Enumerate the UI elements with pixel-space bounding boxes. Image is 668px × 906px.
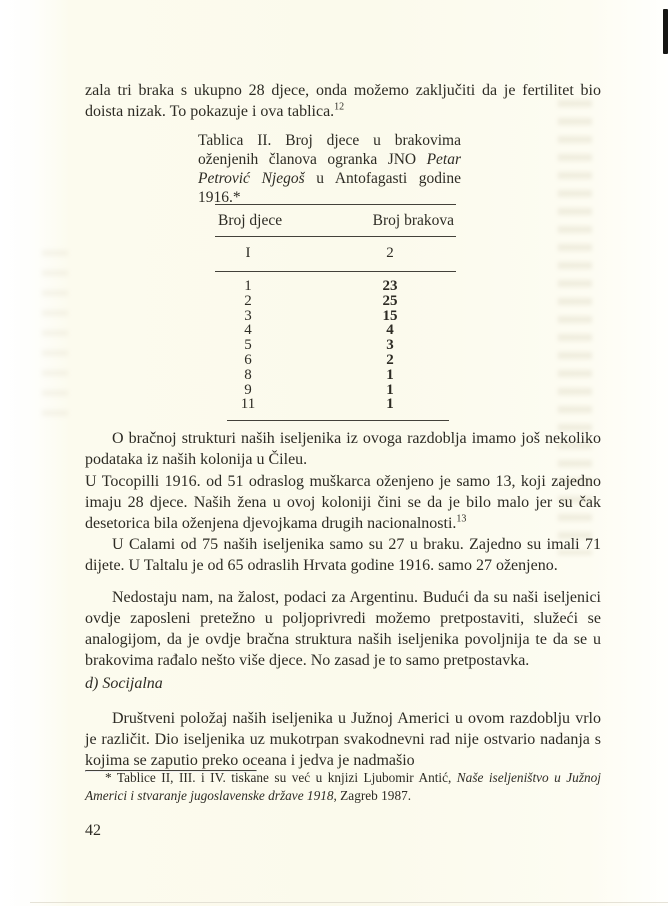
paragraph-bracna-struktura [85, 428, 601, 470]
table-body [215, 272, 456, 420]
heading-text: d) Socijalna [85, 675, 163, 692]
paragraph-tocopilli [85, 471, 601, 534]
cell: 1 [386, 381, 394, 398]
cell: 2 [386, 351, 394, 368]
table-row [215, 397, 456, 412]
cell: 9 [244, 381, 252, 398]
table-broj-djece [215, 204, 456, 421]
body-text [85, 471, 601, 534]
table-row [215, 237, 456, 271]
cell: 8 [244, 366, 252, 383]
table-row [215, 309, 456, 324]
cell: 23 [382, 278, 398, 294]
body-text: U Calami od 75 naših iseljenika samo su 27 u braku. Zajedno su imali 71 dijete. U Taltalu je od 65 odraslih Hrvata godine 1916. samo 27 oženjeno. [85, 536, 601, 574]
cell: 4 [386, 322, 394, 339]
intro-text: zala tri braka s ukupno 28 djece, onda možemo zaključiti da je fertilitet bio doista nizak. To pokazuje i ova tablica. [85, 82, 601, 120]
cell: 3 [386, 337, 394, 354]
paragraph-calama [85, 534, 601, 576]
cell: 5 [244, 337, 252, 354]
section-heading-socijalna [85, 673, 601, 694]
cell: 1 [244, 278, 252, 294]
footnote-block [85, 769, 601, 804]
footnote-text-end: , Zagreb 1987. [333, 787, 412, 803]
body-text: Nedostaju nam, na žalost, podaci za Argentinu. Budući da su naši iseljenici ovdje zaposleni pretežno u poljoprivredi možemo pretpostaviti, služeći se analogijom, da je ovdje bračna struktura naših iseljenika povoljnija te da se u brakovima rađalo nešto više djece. No zasad je to samo pretpostavka. [85, 589, 601, 669]
intro-paragraph [85, 80, 601, 122]
footnote-ref-13: 13 [456, 513, 467, 525]
caption-text: Tablica II. Broj djece u brakovima oženjenih članova ogranka JNO [198, 132, 461, 168]
column-header-broj-brakova: Broj brakova [372, 212, 454, 229]
table-caption [198, 131, 461, 207]
table-header-row [215, 205, 456, 236]
table-row [215, 353, 456, 368]
paragraph-argentina [85, 587, 601, 671]
cell: 2 [244, 292, 252, 309]
cell: 2 [386, 245, 394, 261]
footnote-book-title: Naše iseljeništvo u Južnoj Americi i stvaranje jugoslavenske države 1918 [85, 770, 601, 803]
table-row [215, 368, 456, 383]
table-row [215, 323, 456, 338]
cell: 1 [386, 366, 394, 383]
footnote-marker: * [105, 770, 112, 785]
caption-text-end: u Antofagasti godine 1916.* [198, 170, 461, 206]
table-row [215, 294, 456, 309]
table-row [215, 383, 456, 398]
page-number: 42 [85, 822, 101, 839]
table-row [215, 338, 456, 353]
cell: 4 [244, 322, 252, 339]
table-bottom-rule [227, 420, 449, 421]
cell: 25 [382, 292, 398, 309]
table-row [215, 279, 456, 294]
cell: I [245, 245, 251, 261]
scan-edge-mark [663, 9, 668, 54]
body-text: Društveni položaj naših iseljenika u Južnoj Americi u ovom razdoblju vrlo je različit. Dio iseljenika uz mukotrpan svakodnevni rad nije ostvario nadanja s kojima se zaputio preko oceana i jedva je nadmašio [85, 710, 601, 769]
ink-bleedthrough-left [42, 250, 68, 430]
cell: 3 [244, 307, 252, 324]
cell: 6 [244, 351, 252, 368]
paragraph-text: U Tocopilli 1916. od 51 odraslog muškarca oženjeno je samo 13, koji zajedno imaju 28 djece. Naših žena u ovoj koloniji čini se da je bilo malo jer su čak desetorica bila oženjena djevojkama drugih nacionalnosti. [85, 473, 601, 532]
body-text [85, 80, 601, 122]
footnote-text: Tablice II, III. i IV. tiskane su već u knjizi Ljubomir Antić, [111, 770, 457, 785]
caption-society-name: Petar Petrović Njegoš [198, 151, 461, 187]
cell: 15 [382, 307, 398, 324]
column-header-broj-djece: Broj djece [218, 212, 283, 229]
cell: 11 [240, 396, 256, 413]
cell: 1 [386, 396, 394, 413]
paragraph-drustveni-polozaj [85, 708, 601, 771]
footnote-ref-12: 12 [334, 101, 345, 113]
body-text: O bračnoj strukturi naših iseljenika iz ovoga razdoblja imamo još nekoliko podataka iz naših kolonija u Čileu. [85, 430, 601, 468]
